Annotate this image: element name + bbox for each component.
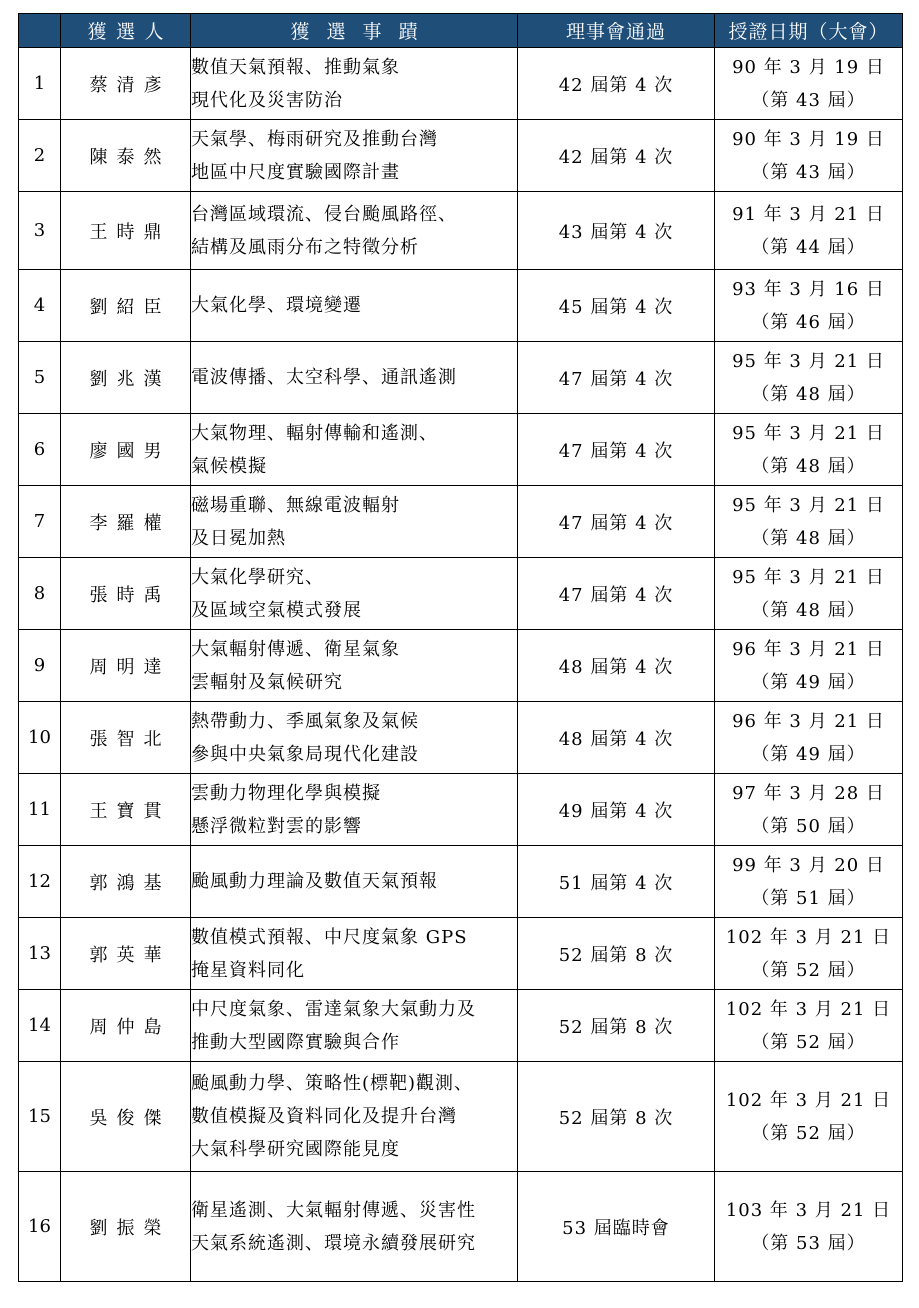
assembly-session: （第 51 屆） (751, 887, 866, 909)
award-date-cell (715, 1062, 903, 1172)
row-number: 16 (19, 1172, 61, 1282)
awardee-name: 王時鼎 (61, 192, 191, 270)
award-date: 103 年 3 月 21 日 (725, 1199, 892, 1221)
assembly-session: （第 48 屆） (751, 383, 866, 405)
achievement-cell (191, 1172, 518, 1282)
awardee-name: 張智北 (61, 702, 191, 774)
awardee-name: 王寶貫 (61, 774, 191, 846)
achievement-line: 結構及風雨分布之特徵分析 (191, 236, 419, 258)
council-approval: 51 屆第 4 次 (518, 846, 715, 918)
header-council-approval: 理事會通過 (518, 14, 715, 48)
award-date: 102 年 3 月 21 日 (725, 926, 892, 948)
award-date: 95 年 3 月 21 日 (732, 422, 885, 444)
row-number: 13 (19, 918, 61, 990)
council-approval: 47 屆第 4 次 (518, 486, 715, 558)
award-date-cell (715, 918, 903, 990)
awardee-name: 廖國男 (61, 414, 191, 486)
achievement-line: 雲動力物理化學與模擬 (191, 782, 381, 804)
award-date-cell (715, 486, 903, 558)
council-approval: 52 屆第 8 次 (518, 1062, 715, 1172)
assembly-session: （第 52 屆） (751, 1031, 866, 1053)
award-date-cell (715, 414, 903, 486)
assembly-session: （第 48 屆） (751, 455, 866, 477)
achievement-line: 衛星遙測、大氣輻射傳遞、災害性 (191, 1199, 476, 1221)
achievement-line: 電波傳播、太空科學、通訊遙測 (191, 367, 457, 388)
assembly-session: （第 48 屆） (751, 527, 866, 549)
award-date-cell (715, 48, 903, 120)
assembly-session: （第 49 屆） (751, 743, 866, 765)
achievement-cell (191, 414, 518, 486)
achievement-line: 天氣學、梅雨研究及推動台灣 (191, 128, 438, 150)
award-date: 95 年 3 月 21 日 (732, 350, 885, 372)
achievement-cell (191, 630, 518, 702)
council-approval: 49 屆第 4 次 (518, 774, 715, 846)
award-date-cell (715, 342, 903, 414)
achievement-line: 掩星資料同化 (191, 959, 305, 981)
achievement-line: 氣候模擬 (191, 455, 267, 477)
award-date: 96 年 3 月 21 日 (732, 710, 885, 732)
table-row (19, 702, 903, 774)
achievement-cell (191, 342, 518, 414)
achievement-line: 懸浮微粒對雲的影響 (191, 815, 362, 837)
achievement-cell (191, 774, 518, 846)
table-row (19, 120, 903, 192)
row-number: 9 (19, 630, 61, 702)
awardee-name: 張時禹 (61, 558, 191, 630)
table-row (19, 1062, 903, 1172)
award-date-cell (715, 990, 903, 1062)
table-row (19, 414, 903, 486)
table-row (19, 630, 903, 702)
award-date-cell (715, 1172, 903, 1282)
awardee-name: 蔡清彥 (61, 48, 191, 120)
table-body (19, 48, 903, 1282)
table-row (19, 342, 903, 414)
awardee-name: 劉兆漢 (61, 342, 191, 414)
achievement-line: 大氣物理、輻射傳輸和遙測、 (191, 422, 438, 444)
awardees-table (18, 13, 903, 1282)
award-date: 95 年 3 月 21 日 (732, 566, 885, 588)
row-number: 8 (19, 558, 61, 630)
achievement-line: 颱風動力學、策略性(標靶)觀測、 (191, 1073, 474, 1094)
achievement-line: 數值天氣預報、推動氣象 (191, 56, 400, 78)
achievement-cell (191, 270, 518, 342)
header-awardee: 獲選人 (61, 14, 191, 48)
assembly-session: （第 52 屆） (751, 959, 866, 981)
achievement-line: 數值模式預報、中尺度氣象 GPS (191, 926, 468, 948)
awardee-name: 周仲島 (61, 990, 191, 1062)
achievement-line: 中尺度氣象、雷達氣象大氣動力及 (191, 998, 476, 1020)
awardee-name: 劉振榮 (61, 1172, 191, 1282)
council-approval: 47 屆第 4 次 (518, 342, 715, 414)
assembly-session: （第 48 屆） (751, 599, 866, 621)
row-number: 12 (19, 846, 61, 918)
awardee-name: 李羅權 (61, 486, 191, 558)
achievement-line: 磁場重聯、無線電波輻射 (191, 494, 400, 516)
achievement-cell (191, 120, 518, 192)
award-date: 91 年 3 月 21 日 (732, 203, 885, 225)
council-approval: 47 屆第 4 次 (518, 558, 715, 630)
achievement-cell (191, 192, 518, 270)
award-date: 90 年 3 月 19 日 (732, 56, 885, 78)
table-row (19, 270, 903, 342)
council-approval: 45 屆第 4 次 (518, 270, 715, 342)
achievement-cell (191, 918, 518, 990)
row-number: 15 (19, 1062, 61, 1172)
assembly-session: （第 53 屆） (751, 1232, 866, 1254)
council-approval: 43 屆第 4 次 (518, 192, 715, 270)
awardee-name: 吳俊傑 (61, 1062, 191, 1172)
council-approval: 52 屆第 8 次 (518, 918, 715, 990)
row-number: 1 (19, 48, 61, 120)
header-row (19, 14, 903, 48)
award-date: 90 年 3 月 19 日 (732, 128, 885, 150)
achievement-line: 大氣科學研究國際能見度 (191, 1139, 400, 1160)
table-row (19, 990, 903, 1062)
council-approval: 52 屆第 8 次 (518, 990, 715, 1062)
achievement-line: 數值模擬及資料同化及提升台灣 (191, 1106, 457, 1127)
assembly-session: （第 50 屆） (751, 815, 866, 837)
achievement-line: 大氣輻射傳遞、衛星氣象 (191, 638, 400, 660)
award-date: 102 年 3 月 21 日 (725, 998, 892, 1020)
row-number: 10 (19, 702, 61, 774)
awardee-name: 郭鴻基 (61, 846, 191, 918)
achievement-line: 地區中尺度實驗國際計畫 (191, 161, 400, 183)
council-approval: 53 屆臨時會 (518, 1172, 715, 1282)
achievement-line: 天氣系統遙測、環境永續發展研究 (191, 1232, 476, 1254)
award-date-cell (715, 774, 903, 846)
achievement-line: 大氣化學研究、 (191, 566, 324, 588)
assembly-session: （第 46 屆） (751, 311, 866, 333)
award-date-cell (715, 630, 903, 702)
council-approval: 47 屆第 4 次 (518, 414, 715, 486)
achievement-cell (191, 48, 518, 120)
row-number: 3 (19, 192, 61, 270)
award-date: 97 年 3 月 28 日 (732, 782, 885, 804)
assembly-session: （第 49 屆） (751, 671, 866, 693)
header-number (19, 14, 61, 48)
council-approval: 48 屆第 4 次 (518, 630, 715, 702)
award-date-cell (715, 192, 903, 270)
row-number: 11 (19, 774, 61, 846)
awardee-name: 郭英華 (61, 918, 191, 990)
achievement-line: 大氣化學、環境變遷 (191, 295, 362, 316)
award-date: 102 年 3 月 21 日 (725, 1089, 892, 1111)
table-row (19, 918, 903, 990)
achievement-line: 推動大型國際實驗與合作 (191, 1031, 400, 1053)
row-number: 5 (19, 342, 61, 414)
awardee-name: 周明達 (61, 630, 191, 702)
achievement-cell (191, 846, 518, 918)
council-approval: 42 屆第 4 次 (518, 120, 715, 192)
award-date: 99 年 3 月 20 日 (732, 854, 885, 876)
award-date-cell (715, 702, 903, 774)
achievement-line: 現代化及災害防治 (191, 89, 343, 111)
council-approval: 48 屆第 4 次 (518, 702, 715, 774)
achievement-cell (191, 558, 518, 630)
row-number: 7 (19, 486, 61, 558)
achievement-line: 台灣區域環流、侵台颱風路徑、 (191, 203, 457, 225)
assembly-session: （第 43 屆） (751, 89, 866, 111)
table-row (19, 846, 903, 918)
row-number: 6 (19, 414, 61, 486)
table-row (19, 558, 903, 630)
achievement-line: 及日冕加熱 (191, 527, 286, 549)
achievement-line: 及區域空氣模式發展 (191, 599, 362, 621)
table-row (19, 48, 903, 120)
row-number: 2 (19, 120, 61, 192)
assembly-session: （第 52 屆） (751, 1122, 866, 1144)
table-row (19, 774, 903, 846)
achievement-cell (191, 702, 518, 774)
award-date-cell (715, 558, 903, 630)
awardee-name: 陳泰然 (61, 120, 191, 192)
assembly-session: （第 43 屆） (751, 161, 866, 183)
table-row (19, 1172, 903, 1282)
award-date-cell (715, 120, 903, 192)
achievement-cell (191, 486, 518, 558)
award-date-cell (715, 846, 903, 918)
award-date-cell (715, 270, 903, 342)
achievement-cell (191, 990, 518, 1062)
awardee-name: 劉紹臣 (61, 270, 191, 342)
header-award-date: 授證日期（大會） (715, 14, 903, 48)
row-number: 4 (19, 270, 61, 342)
table-row (19, 192, 903, 270)
award-date: 93 年 3 月 16 日 (732, 278, 885, 300)
achievement-line: 颱風動力理論及數值天氣預報 (191, 871, 438, 892)
assembly-session: （第 44 屆） (751, 236, 866, 258)
achievement-line: 參與中央氣象局現代化建設 (191, 743, 419, 765)
achievement-line: 雲輻射及氣候研究 (191, 671, 343, 693)
achievement-cell (191, 1062, 518, 1172)
award-date: 95 年 3 月 21 日 (732, 494, 885, 516)
council-approval: 42 屆第 4 次 (518, 48, 715, 120)
table-row (19, 486, 903, 558)
header-achievements: 獲選事蹟 (191, 14, 518, 48)
achievement-line: 熱帶動力、季風氣象及氣候 (191, 710, 419, 732)
award-date: 96 年 3 月 21 日 (732, 638, 885, 660)
row-number: 14 (19, 990, 61, 1062)
